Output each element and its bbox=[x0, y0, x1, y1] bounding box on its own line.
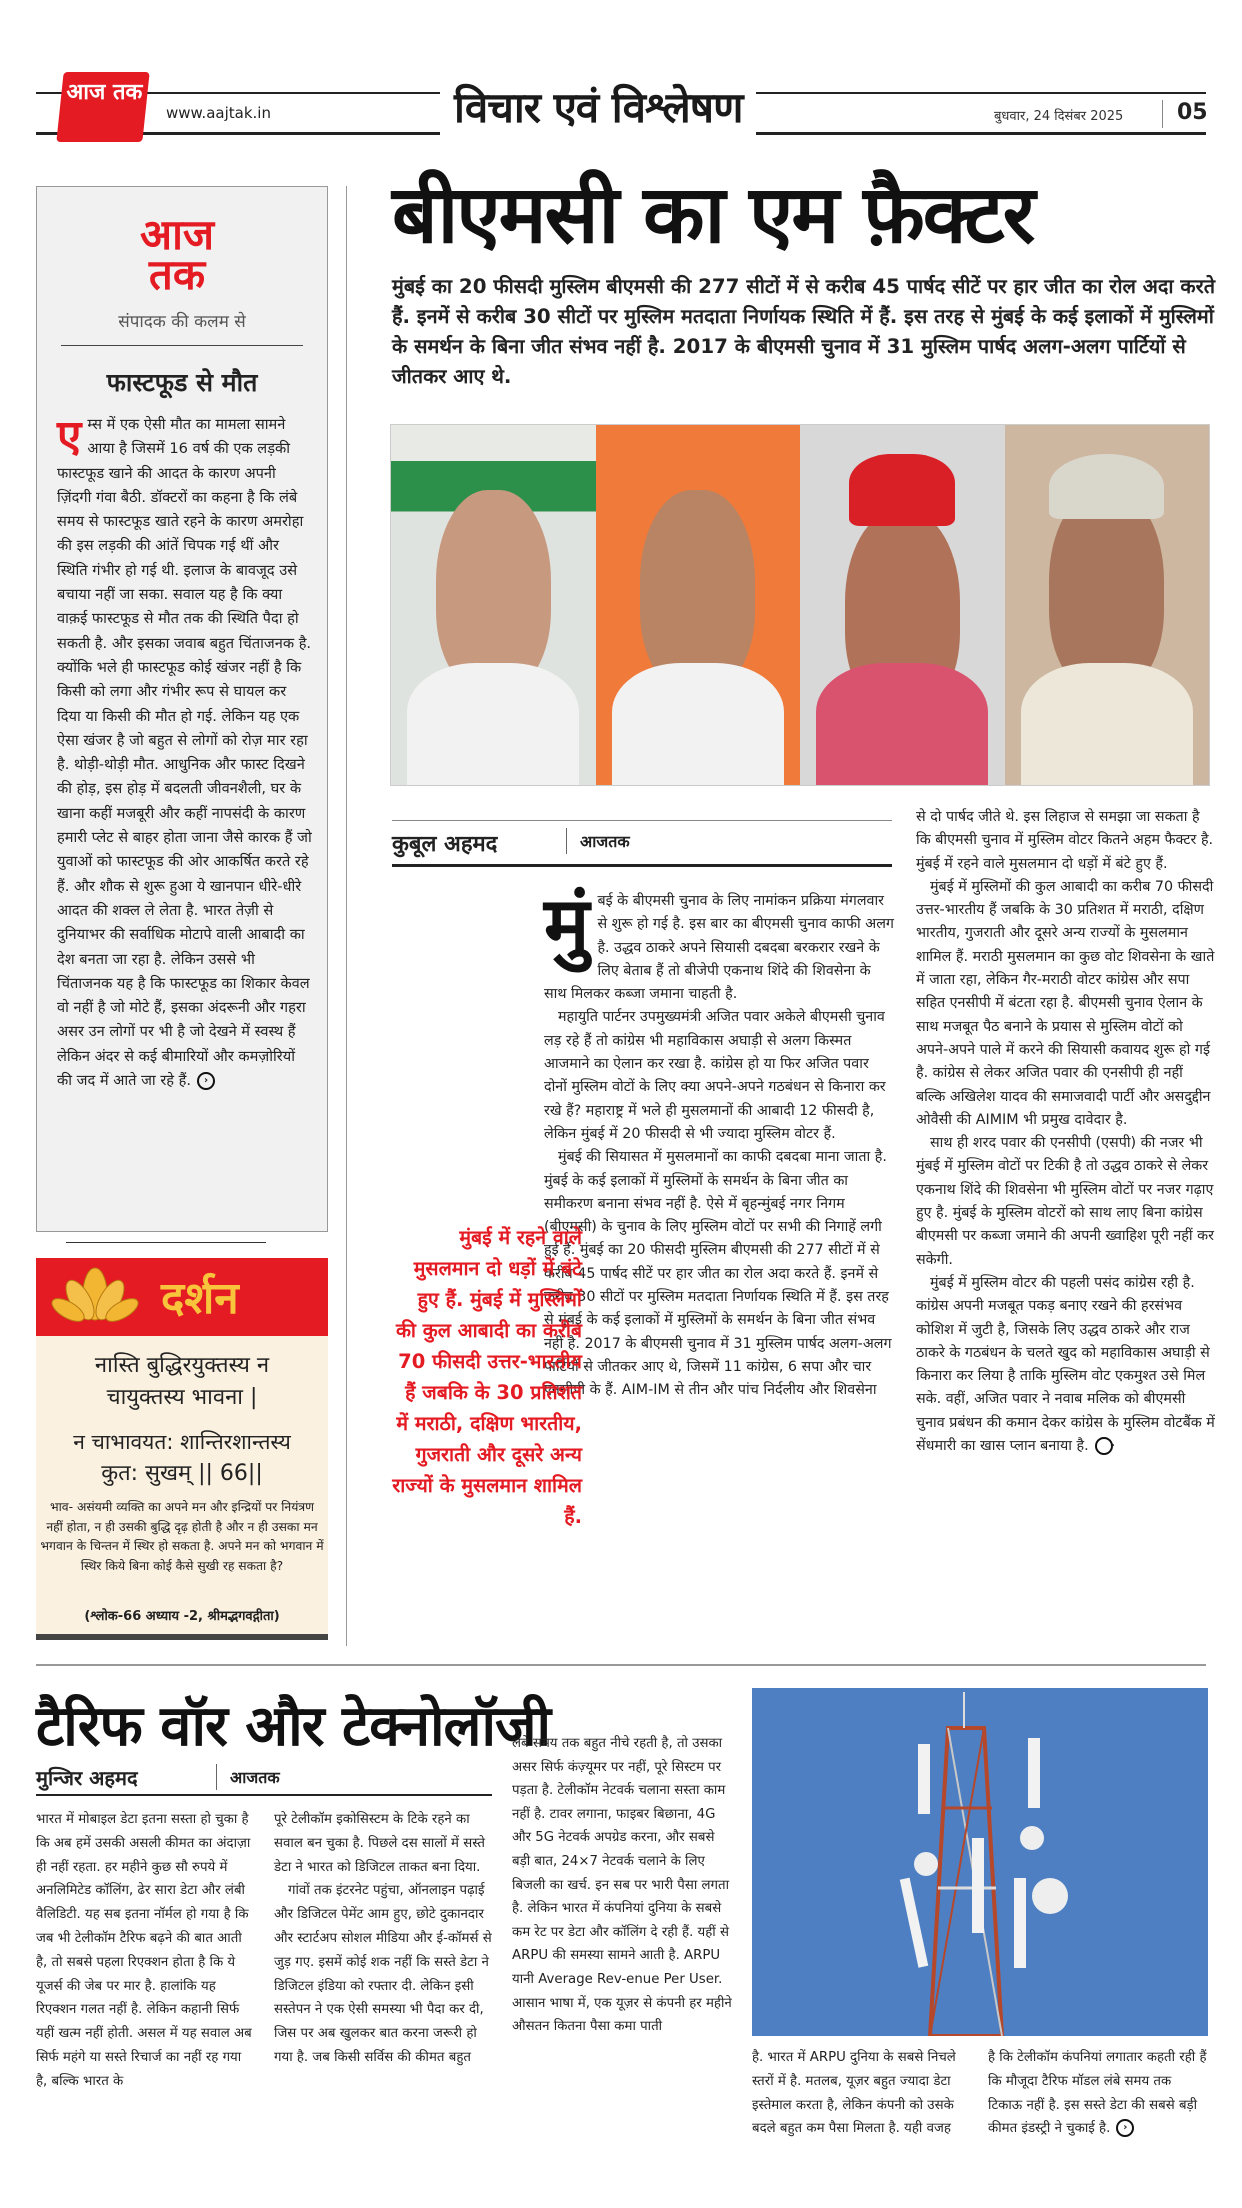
read-more-icon[interactable]: › bbox=[197, 1072, 215, 1090]
section-title: विचार एवं विश्लेषण bbox=[440, 78, 756, 135]
article-headline: टैरिफ वॉर और टेक्नोलॉजी bbox=[36, 1694, 551, 1759]
article-column-1: भारत में मोबाइल डेटा इतना सस्ता हो चुका है कि अब हमें उसकी असली कीमत का अंदाज़ा ही नहीं रहता. हर महीने कुछ सौ रुपये में अनलिमिटेड कॉलिंग, ढेर सारा डेटा और लंबी वैलिडिटी. यह सब इतना नॉर्मल हो गया है कि जब भी टेलीकॉम टैरिफ बढ़ने की बात आती है, तो सबसे पहला रिएक्शन होता है कि ये यूजर्स की जेब पर मार है. हालांकि यह रिएक्शन गलत नहीं है. लेकिन कहानी सिर्फ यहीं खत्म नहीं होती. असल में यह सवाल अब सिर्फ महंगे या सस्ते रिचार्ज का नहीं रह गया है, बल्कि भारत के bbox=[36, 1812, 252, 2089]
shloka-line: नास्ति बुद्धिरयुक्तस्य न bbox=[94, 1353, 270, 1378]
article-column-4: है. भारत में ARPU दुनिया के सबसे निचले स्तरों में है. मतलब, यूज़र बहुत ज्यादा डेटा इस्तेमाल करता है, लेकिन कंपनी को उसके बदले बहुत कम पैसा मिलता है. यही वजह bbox=[752, 2050, 956, 2137]
article-column-2: पूरे टेलीकॉम इकोसिस्टम के टिके रहने का सवाल बन चुका है. पिछले दस सालों में सस्ते डेटा ने भारत को डिजिटल ताकत बना दिया. गांवों तक इंटरनेट पहुंचा, ऑनलाइन पढ़ाई और डिजिटल पेमेंट आम हुए, छोटे दुकानदार और स्टार्टअप सोशल मीडिया और ई-कॉमर्स से जुड़ गए. इसमें कोई शक नहीं कि सस्ते डेटा ने डिजिटल इंडिया को रफ्तार दी. लेकिन इसी सस्तेपन ने एक ऐसी समस्या भी पैदा कर दी, जिस पर अब खुलकर बात करना जरूरी हो गया है. जब किसी सर्विस की कीमत बहुत bbox=[274, 1812, 492, 2065]
byline-separator bbox=[566, 828, 567, 854]
aajtak-logo-red: आज तक bbox=[139, 210, 215, 299]
photo-panel bbox=[391, 425, 596, 785]
shloka-line: चायुक्तस्य भावना | bbox=[106, 1385, 258, 1410]
read-more-icon[interactable]: › bbox=[1116, 2119, 1134, 2137]
column-divider bbox=[346, 186, 347, 1646]
pull-quote: मुंबई में रहने वाले मुसलमान दो धड़ों में बंटे हुए हैं. मुंबई में मुस्लिमों की कुल आबादी का करीब 70 फीसदी उत्तर-भारतीय हैं जबकि के 30 प्रतिशत में मराठी, दक्षिण भारतीय, गुजराती और दूसरे अन्य राज्यों के मुसलमान शामिल हैं. bbox=[392, 1226, 582, 1528]
shloka-meaning: भाव- असंयमी व्यक्ति का अपने मन और इन्द्रियों पर नियंत्रण नहीं होता, न ही उसकी बुद्धि दृढ़ होती है और न ही उसका मन भगवान के चिन्तन में स्थिर हो सकता है. अपने मन को भगवान में स्थिर किये बिना कोई कैसे सुखी रह सकता है? bbox=[40, 1500, 324, 1573]
article-column-1: मुं बई के बीएमसी चुनाव के लिए नामांकन प्रक्रिया मंगलवार से शुरू हो गई है. इस बार का बीएमसी चुनाव काफी अलग है. उद्धव ठाकरे अपने सियासी दबदबा बरकरार रखने के लिए बेताब हैं तो बीजेपी एकनाथ शिंदे की शिवसेना के साथ मिलकर कब्जा जमाना चाहती है. महायुति पार्टनर उपमुख्यमंत्री अजित पवार अकेले बीएमसी चुनाव लड़ रहे हैं तो कांग्रेस भी महाविकास अघाड़ी से अलग किस्मत आजमाने का ऐलान कर रखा है. कांग्रेस हो या फिर अजित पवार दोनों मुस्लिम वोटों के लिए क्या अपने-अपने गठबंधन से किनारा कर रखे हैं? महाराष्ट्र में भले ही मुसलमानों की आबादी 12 फीसदी है, लेकिन मुंबई में 20 फीसदी से भी ज्यादा मुस्लिम वोटर हैं. मुंबई की सियासत में मुसलमानों का काफी दबदबा माना जाता है. मुंबई के कई इलाकों में मुस्लिमों के समर्थन के बिना जीत का समीकरण बनाना संभव नहीं है. ऐसे में बृहन्मुंबई नगर निगम (बीएमसी) के चुनाव के लिए मुस्लिम वोटों पर सभी की निगाहें लगी हुई हैं. मुंबई का 20 फीसदी मुस्लिम बीएमसी की 277 सीटों में से करीब 45 पार्षद सीटें पर हार जीत का रोल अदा करते हैं. इनमें से करीब 30 सीटों पर मुस्लिम मतदाता निर्णायक स्थिति में हैं. इस तरह से मुंबई के कई इलाकों में मुस्लिमों के समर्थन के बिना जीत संभव नहीं है. 2017 के बीएमसी चुनाव में 31 मुस्लिम पार्षद अलग-अलग पार्टियों से जीतकर आए थे, जिसमें 11 कांग्रेस, 6 सपा और चार एनसीपी के हैं. AIM-IM से तीन और पांच निर्दलीय और शिवसेना bbox=[544, 880, 894, 1399]
byline-rule bbox=[392, 864, 892, 867]
shloka-line: कुत: सुखम् || 66|| bbox=[101, 1461, 263, 1486]
drop-cap: मुं bbox=[544, 880, 590, 969]
lotus-icon bbox=[50, 1264, 140, 1330]
article-column-2: से दो पार्षद जीते थे. इस लिहाज से समझा जा सकता है कि बीएमसी चुनाव में मुस्लिम वोटर कितने अहम फैक्टर है. मुंबई में रहने वाले मुसलमान दो धड़ों में बंटे हुए हैं. मुंबई में मुस्लिमों की कुल आबादी का करीब 70 फीसदी उत्तर-भारतीय हैं जबकि के 30 प्रतिशत में मराठी, दक्षिण भारतीय, गुजराती और दूसरे अन्य राज्यों के मुसलमान शामिल हैं. मराठी मुसलमान का कुछ वोट शिवसेना के खाते में जाता रहा, लेकिन गैर-मराठी वोटर कांग्रेस और सपा सहित एनसीपी में बंटता रहा है. बीएमसी चुनाव ऐलान के साथ मजबूत पैठ बनाने के प्रयास से मुस्लिम वोटों को अपने-अपने पाले में करने की सियासी कवायद शुरू हो गई है. कांग्रेस से लेकर अजित पवार की एनसीपी ही नहीं बल्कि अखिलेश यादव की समाजवादी पार्टी और असदुद्दीन ओवैसी की AIMIM भी प्रमुख दावेदार है. साथ ही शरद पवार की एनसीपी (एसपी) की नजर भी मुंबई में मुस्लिम वोटों पर टिकी है तो उद्धव ठाकरे से लेकर एकनाथ शिंदे की शिवसेना भी मुस्लिम वोटों पर नजर गढ़ाए हुए है. मुंबई के मुस्लिम वोटरों को साथ लाए बिना कांग्रेस बीएमसी पर कब्जा जमाने की अपनी ख्वाहिश पूरी नहीं कर सकेगी. मुंबई में मुस्लिम वोटर की पहली पसंद कांग्रेस रही है. कांग्रेस अपनी मजबूत पकड़ बनाए रखने की हरसंभव कोशिश में जुटी है, जिसके लिए उद्धव ठाकरे और राज ठाकरे के गठबंधन के चलते खुद को महाविकास अघाड़ी से किनारा कर लिया है ताकि मुस्लिम वोट एकमुश्त उसे मिल सके. वहीं, अजित पवार ने नवाब मलिक को बीएमसी चुनाव प्रबंधन की कमान देकर कांग्रेस के मुस्लिम वोटबैंक में सेंधमारी का खास प्लान बनाया है. › bbox=[916, 809, 1215, 1455]
author-name: कुबूल अहमद bbox=[392, 832, 498, 857]
editorial-body: एम्स में एक ऐसी मौत का मामला सामने आया है जिसमें 16 वर्ष की एक लड़की फास्टफूड खाने की आदत के कारण अपनी ज़िंदगी गंवा बैठी. डॉक्टरों का कहना है कि लंबे समय से फास्टफूड खाते रहने के कारण अमरोहा की इस लड़की की आंतें चिपक गई थीं और स्थिति गंभीर हो गई थी. इलाज के बावजूद उसे बचाया नहीं जा सका. सवाल यह है कि क्या वाक़ई फास्टफूड से मौत तक की स्थिति पैदा हो सकती है. और इसका जवाब बहुत चिंताजनक है. क्योंकि भले ही फास्टफूड कोई खंजर नहीं है कि किसी को लगा और गंभीर रूप से घायल कर दिया या किसी की मौत हो गई. लेकिन यह एक ऐसा खंजर है जो बहुत से लोगों को रोज़ मार रहा है. थोड़ी-थोड़ी मौत. आधुनिक और फास्ट दिखने की होड़, इस होड़ में बदलती जीवनशैली, घर के खाना कहीं मजबूरी और कहीं नापसंदी के कारण हमारी प्लेट से बाहर होता जाना जैसे कारक हैं जो युवाओं को फास्टफूड की ओर आकर्षित करते रहे हैं. और शौक से शुरू हुआ ये खानपान धीरे-धीरे आदत की शक्ल ले लेता है. भारत तेज़ी से दुनियाभर की सर्वाधिक मोटापे वाली आबादी का देश बनता जा रहा है. लेकिन उससे भी चिंताजनक यह है कि फास्टफूड का शिकार केवल वो नहीं है जो मोटे हैं, इसका अंदरूनी और गहरा असर उन लोगों पर भी है जो देखने में स्वस्थ हैं लेकिन अंदर से कई बीमारियों और कमज़ोरियों की जद में आते जा रहे हैं. › bbox=[57, 411, 312, 1090]
photo-panel bbox=[596, 425, 801, 785]
editorial-subtitle: संपादक की कलम से bbox=[118, 312, 246, 332]
article-column-5: है कि टेलीकॉम कंपनियां लगातार कहती रही हैं कि मौजूदा टैरिफ मॉडल लंबे समय तक टिकाऊ नहीं है. इस सस्ते डेटा की सबसे बड़ी कीमत इंडस्ट्री ने चुकाई है. › bbox=[988, 2050, 1207, 2137]
editorial-title: फास्टफूड से मौत bbox=[106, 368, 258, 397]
darshan-title: दर्शन bbox=[161, 1273, 239, 1324]
divider bbox=[36, 1634, 328, 1640]
source-label: आजतक bbox=[580, 832, 630, 851]
photo-panel bbox=[800, 425, 1005, 785]
byline-top-rule bbox=[392, 820, 892, 821]
website-link[interactable]: www.aajtak.in bbox=[162, 104, 275, 122]
issue-date: बुधवार, 24 दिसंबर 2025 bbox=[990, 106, 1127, 124]
byline-rule bbox=[36, 1794, 492, 1796]
author-name: मुन्जिर अहमद bbox=[36, 1766, 138, 1790]
section-divider bbox=[36, 1664, 1206, 1666]
source-label: आजतक bbox=[230, 1768, 280, 1787]
shloka-line: न चाभावयत: शान्तिरशान्तस्य bbox=[73, 1430, 291, 1454]
sidebar-divider bbox=[66, 1242, 266, 1243]
editorial-box bbox=[36, 186, 328, 1232]
politicians-photo bbox=[390, 424, 1210, 786]
date-divider bbox=[1162, 100, 1163, 128]
article-deck: मुंबई का 20 फीसदी मुस्लिम बीएमसी की 277 सीटों में से करीब 45 पार्षद सीटें पर हार जीत का रोल अदा करते हैं. इनमें से करीब 30 सीटों पर मुस्लिम मतदाता निर्णायक स्थिति में हैं. इस तरह से मुंबई के कई इलाकों में मुस्लिमों के समर्थन के बिना जीत संभव नहीं है. 2017 के बीएमसी चुनाव में 31 मुस्लिम पार्षद अलग-अलग पार्टियों से जीतकर आए थे. bbox=[392, 275, 1215, 388]
aajtak-logo[interactable]: आज तक bbox=[56, 72, 149, 142]
photo-panel bbox=[1005, 425, 1210, 785]
page-number: 05 bbox=[1177, 100, 1208, 125]
article-headline: बीएमसी का एम फ़ैक्टर bbox=[392, 168, 1034, 261]
divider bbox=[61, 345, 303, 346]
byline-separator bbox=[216, 1764, 217, 1790]
telecom-tower-photo bbox=[752, 1688, 1208, 2036]
drop-cap: ए bbox=[57, 411, 82, 462]
read-more-icon[interactable]: › bbox=[1095, 1437, 1113, 1455]
shloka-reference: (श्लोक-66 अध्याय -2, श्रीमद्भगवद्गीता) bbox=[84, 1609, 280, 1624]
tower-illustration bbox=[752, 1688, 1208, 2036]
darshan-box bbox=[36, 1258, 328, 1640]
article-column-3: लंबे समय तक बहुत नीचे रहती है, तो उसका असर सिर्फ कंज़्यूमर पर नहीं, पूरे सिस्टम पर पड़ता है. टेलीकॉम नेटवर्क चलाना सस्ता काम नहीं है. टावर लगाना, फाइबर बिछाना, 4G और 5G नेटवर्क अपग्रेड करना, और सबसे बड़ी बात, 24×7 नेटवर्क चलाने के लिए बिजली का खर्च. इन सब पर भारी पैसा लगता है. लेकिन भारत में कंपनियां दुनिया के सबसे कम रेट पर डेटा और कॉलिंग दे रही हैं. यहीं से ARPU की समस्या सामने आती है. ARPU यानी Average Rev-enue Per User. आसान भाषा में, एक यूज़र से कंपनी हर महीने औसतन कितना पैसा कमा पाती bbox=[512, 1736, 732, 2035]
darshan-header bbox=[36, 1258, 328, 1336]
